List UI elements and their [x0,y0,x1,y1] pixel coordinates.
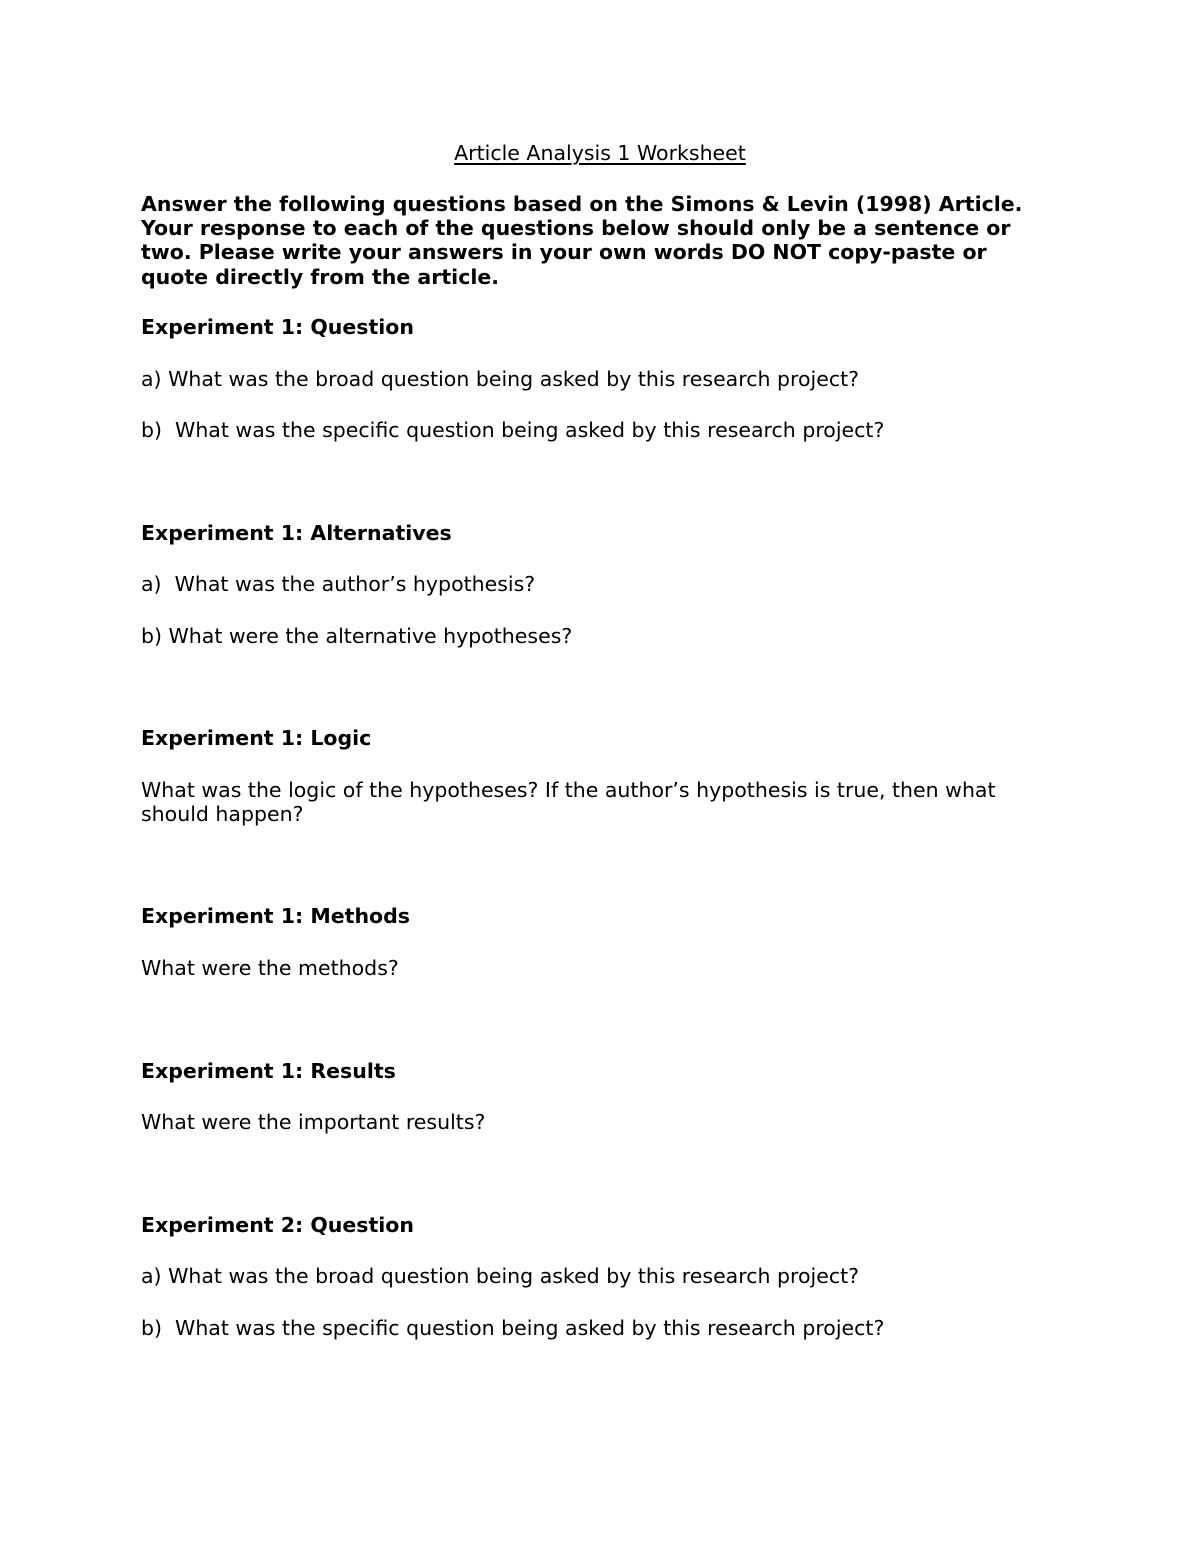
instructions-paragraph: Answer the following questions based on the Simons & Levin (1998) Article. Your response to each of the questions below should only be a sentence or two. Please write your answers in your own words DO NOT copy-paste or quote directly from the article. [141,192,1023,289]
page-title: Article Analysis 1 Worksheet [454,141,746,165]
question-item: What were the important results? [141,1110,486,1134]
question-item: a) What was the author’s hypothesis? [141,572,536,596]
question-item: a) What was the broad question being asked by this research project? [141,1264,860,1288]
section-heading: Experiment 1: Alternatives [141,521,452,545]
question-item: b) What were the alternative hypotheses? [141,624,573,648]
section-heading: Experiment 1: Logic [141,726,372,750]
question-item: What were the methods? [141,956,399,980]
section-heading: Experiment 1: Results [141,1059,396,1083]
question-item: What was the logic of the hypotheses? If the author’s hypothesis is true, then what should happen? [141,778,996,826]
question-item: a) What was the broad question being asked by this research project? [141,367,860,391]
section-heading: Experiment 1: Methods [141,904,410,928]
section-heading: Experiment 2: Question [141,1213,414,1237]
question-item: b) What was the specific question being asked by this research project? [141,1316,885,1340]
question-item: b) What was the specific question being asked by this research project? [141,418,885,442]
section-heading: Experiment 1: Question [141,315,414,339]
